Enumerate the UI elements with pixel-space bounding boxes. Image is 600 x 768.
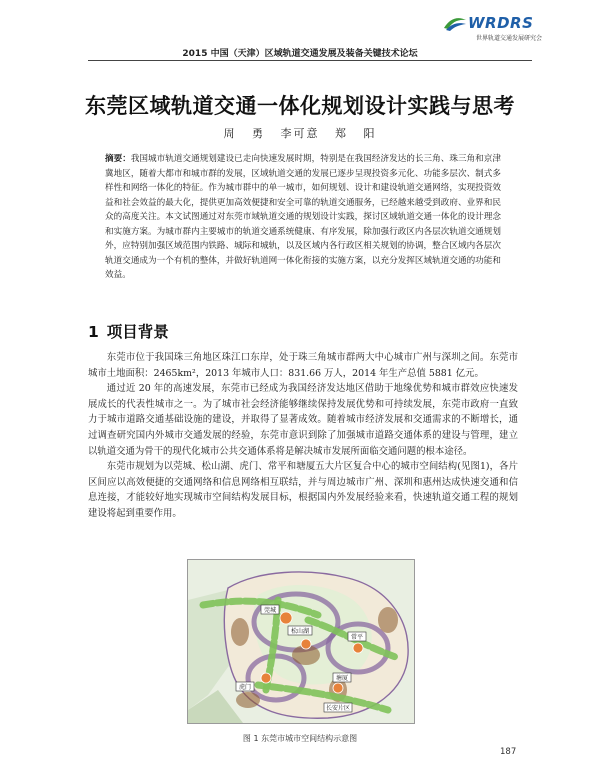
author-name: 周 勇	[223, 127, 265, 140]
map-label: 松山湖	[290, 628, 310, 635]
body-text	[88, 350, 518, 522]
city-structure-map-figure	[187, 559, 415, 724]
paragraph: 通过近 20 年的高速发展，东莞市已经成为我国经济发达地区借助于地缘优势和城市群效应快速发展成长的代表性城市之一。为了城市社会经济能够继续保持发展优势和可持续发展，东莞市政府一直致力于城市道路交通基础设施的建设，并取得了显著成效。随着城市经济发展和交通需求的不断增长，通过调查研究国内外城市交通发展的经验，东莞市意识到除了加强城市道路交通体系的建设与管理，建立以轨道交通为骨干的现代化城市公共交通体系将是解决城市发展所面临交通问题的根本途径。	[88, 383, 518, 457]
logo-swoosh-icon	[442, 14, 468, 32]
zone-ellipse	[378, 607, 398, 633]
paragraph: 东莞市规划为以莞城、松山湖、虎门、常平和塘厦五大片区复合中心的城市空间结构(见图1)，各片区间应以高效便捷的交通网络和信息网络相互联结，并与周边城市广州、深圳和惠州达成快速交通和信息连接，才能较好地实现城市空间结构发展目标，根据国内外发展经验来看，快速轨道交通工程的规划建设将起到重要作用。	[88, 461, 518, 519]
map-label: 虎门	[238, 684, 252, 691]
center-node	[280, 612, 292, 624]
conference-title: 2015 中国（天津）区域轨道交通发展及装备关键技术论坛	[182, 49, 418, 59]
section-heading	[88, 320, 169, 342]
city-structure-map	[188, 560, 414, 723]
figure-caption: 图 1 东莞市城市空间结构示意图	[242, 734, 358, 743]
section-number: 1	[88, 323, 99, 341]
zone-ellipse	[236, 692, 260, 708]
map-label: 莞城	[263, 607, 277, 614]
paper-title: 东莞区域轨道交通一体化规划设计实践与思考	[85, 94, 515, 118]
map-label: 塘厦	[335, 675, 349, 682]
abstract-label: 摘要：	[105, 154, 131, 164]
header-divider	[88, 60, 532, 61]
author-name: 郑 阳	[335, 127, 377, 140]
paragraph: 东莞市位于我国珠三角地区珠江口东岸，处于珠三角城市群两大中心城市广州与深圳之间。东莞市城市土地面积：2465km²，2013 年城市人口：831.66 万人，2014 年生产总值 5881 亿元。	[88, 352, 518, 379]
center-node	[333, 683, 343, 693]
section-title: 项目背景	[106, 323, 169, 341]
logo-subtitle: 世界轨道交通发展研究会	[475, 35, 542, 42]
wrdrs-logo	[442, 14, 542, 42]
center-node	[261, 673, 271, 683]
page-header	[0, 0, 600, 62]
center-node	[301, 639, 311, 649]
map-label: 长安片区	[325, 705, 351, 712]
page-number: 187	[500, 747, 517, 757]
map-label: 常平	[350, 634, 364, 641]
abstract	[105, 152, 501, 283]
abstract-text: 我国城市轨道交通规划建设已走向快速发展时期，特别是在我国经济发达的长三角、珠三角和京津冀地区，随着大都市和城市群的发展，区域轨道交通的发展已逐步呈现投资多元化、功能多层次、制式多样性和网络一体化的特征。作为城市群中的单一城市，如何规划、设计和建设轨道交通网络，实现投资效益和社会效益的最大化，提供更加高效便捷和安全可靠的轨道交通服务，已经越来越受到政府、业界和民众的高度关注。本文试图通过对东莞市域轨道交通的规划设计实践，探讨区域轨道交通一体化的设计理念和实施方案。为城市群内主要城市的轨道交通系统健康、有序发展，除加强行政区内各层次轨道交通规划外，应特别加强区域范围内铁路、城际和城轨，以及区域内各行政区相关规划的协调，整合区域内各层次轨道交通成为一个有机的整体，并做好轨道网一体化衔接的实施方案，以充分发挥区域轨道交通的功能和效益。	[105, 154, 501, 280]
author-list	[0, 125, 600, 141]
logo-text: WRDRS	[468, 14, 534, 32]
zone-ellipse	[231, 618, 249, 646]
center-node	[353, 643, 363, 653]
author-name: 李可意	[280, 127, 320, 140]
